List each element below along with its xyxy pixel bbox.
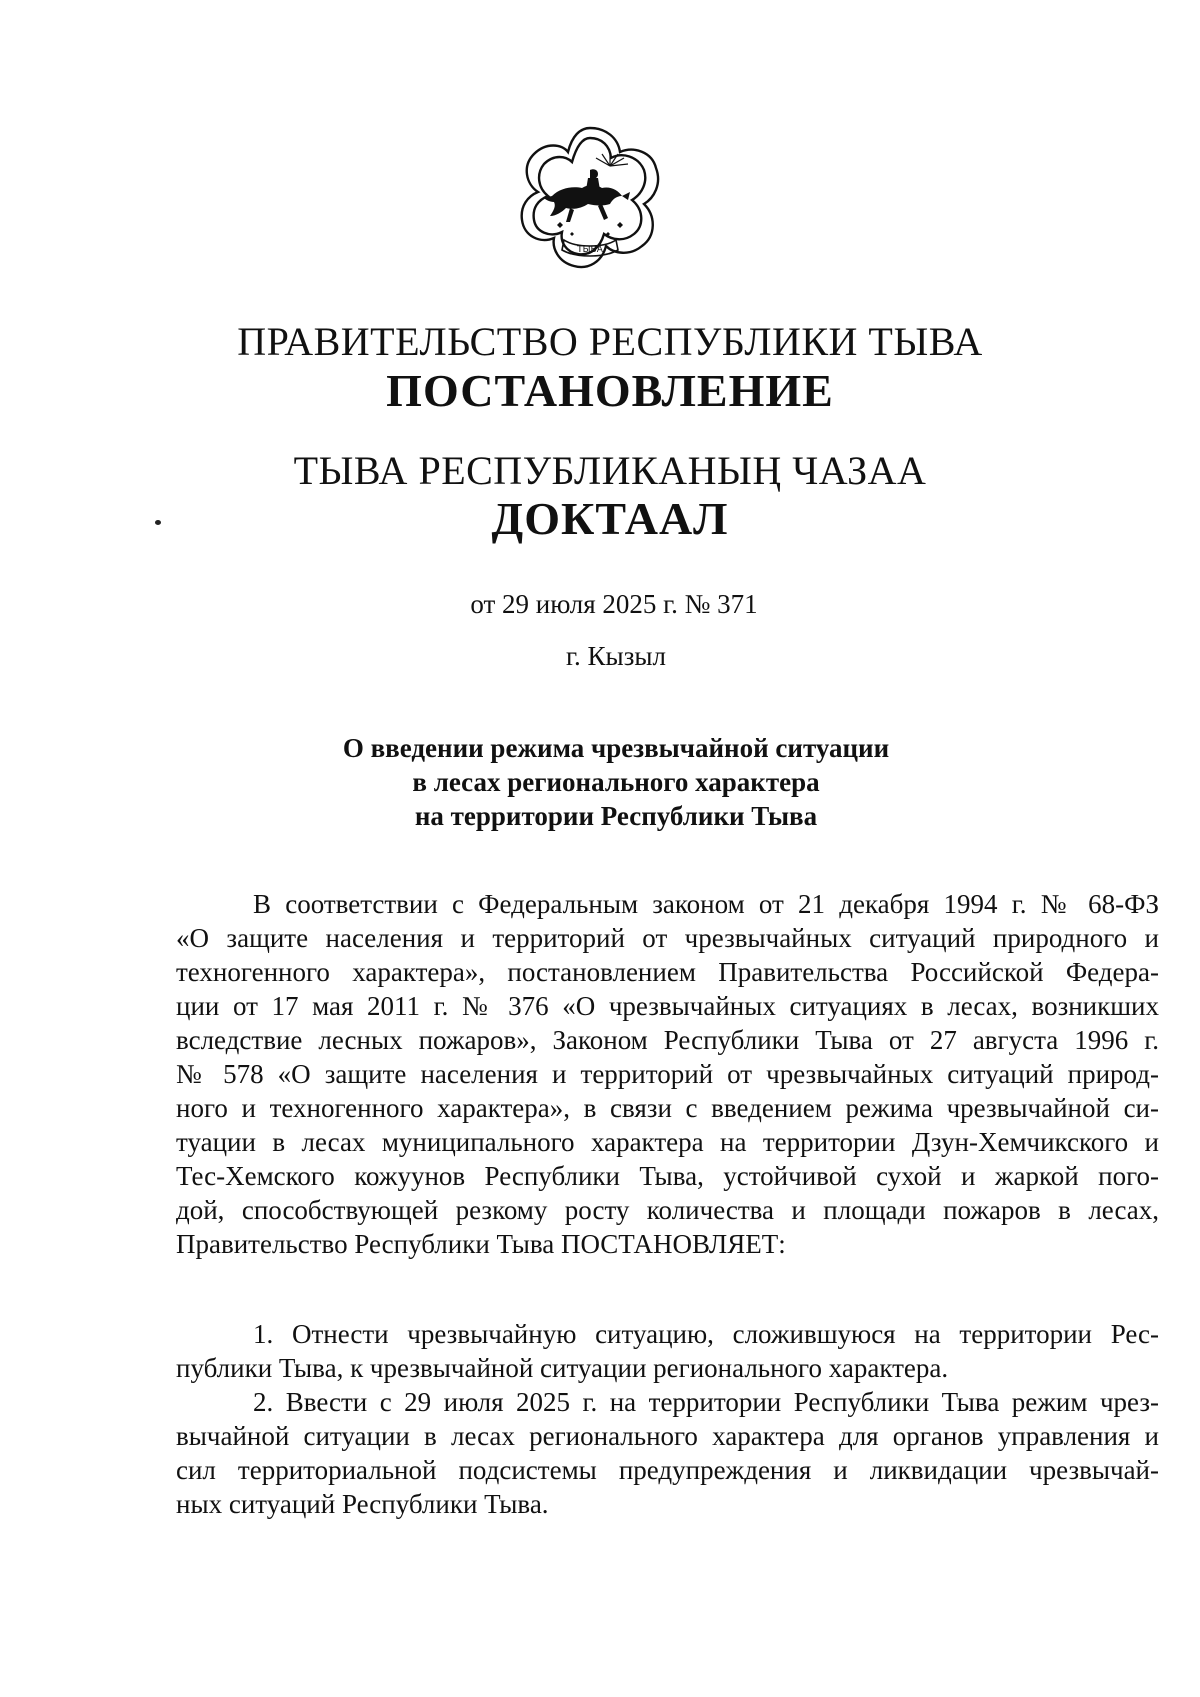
preamble-line: Правительство Республики Тыва ПОСТАНОВЛЯЕТ: xyxy=(176,1229,786,1259)
item-2-line: 2. Ввести с 29 июля 2025 г. на территории Республики Тыва режим чрез- xyxy=(253,1387,1159,1417)
preamble-line: туации в лесах муниципального характера на территории Дзун-Хемчикского и xyxy=(176,1127,1159,1157)
preamble-line: «О защите населения и территорий от чрезвычайных ситуаций природного и xyxy=(176,923,1159,953)
preamble-line: ции от 17 мая 2011 г. № 376 «О чрезвычайных ситуациях в лесах, возникших xyxy=(176,991,1159,1021)
preamble-line: дой, способствующей резкому росту количества и площади пожаров в лесах, xyxy=(176,1195,1159,1225)
tyva-emblem-icon xyxy=(514,122,666,274)
date-and-number: от 29 июля 2025 г. № 371 xyxy=(470,589,758,619)
scan-speck xyxy=(155,520,161,525)
item-2-line: вычайной ситуации в лесах регионального характера для органов управления и xyxy=(176,1421,1159,1451)
city: г. Кызыл xyxy=(566,641,666,671)
item-2-line: ных ситуаций Республики Тыва. xyxy=(176,1489,549,1519)
preamble-line: вследствие лесных пожаров», Законом Республики Тыва от 27 августа 1996 г. xyxy=(176,1025,1159,1055)
government-name-ru: ПРАВИТЕЛЬСТВО РЕСПУБЛИКИ ТЫВА xyxy=(237,319,983,364)
preamble-line: техногенного характера», постановлением Правительства Российской Федера- xyxy=(176,957,1159,987)
decree-title-line: в лесах регионального характера xyxy=(412,767,820,797)
item-1-line: 1. Отнести чрезвычайную ситуацию, сложившуюся на территории Рес- xyxy=(253,1319,1159,1349)
preamble-line: В соответствии с Федеральным законом от 21 декабря 1994 г. № 68-ФЗ xyxy=(253,889,1159,919)
document-type-tyv: ДОКТААЛ xyxy=(491,493,729,544)
preamble-line: Тес-Хемского кожуунов Республики Тыва, устойчивой сухой и жаркой пого- xyxy=(176,1161,1159,1191)
decree-title-line: на территории Республики Тыва xyxy=(414,801,818,831)
item-1-line: публики Тыва, к чрезвычайной ситуации регионального характера. xyxy=(176,1353,949,1383)
preamble-line: № 578 «О защите населения и территорий от чрезвычайных ситуаций природ- xyxy=(176,1059,1159,1089)
decree-title-line: О введении режима чрезвычайной ситуации xyxy=(342,733,890,763)
item-2-line: сил территориальной подсистемы предупреждения и ликвидации чрезвычай- xyxy=(176,1455,1159,1485)
emblem-ribbon-text: ТЫВА xyxy=(577,245,603,255)
government-name-tyv: ТЫВА РЕСПУБЛИКАНЫҢ ЧАЗАА xyxy=(293,448,927,493)
preamble-line: ного и техногенного характера», в связи с введением режима чрезвычайной си- xyxy=(176,1093,1159,1123)
document-type-ru: ПОСТАНОВЛЕНИЕ xyxy=(386,365,834,416)
